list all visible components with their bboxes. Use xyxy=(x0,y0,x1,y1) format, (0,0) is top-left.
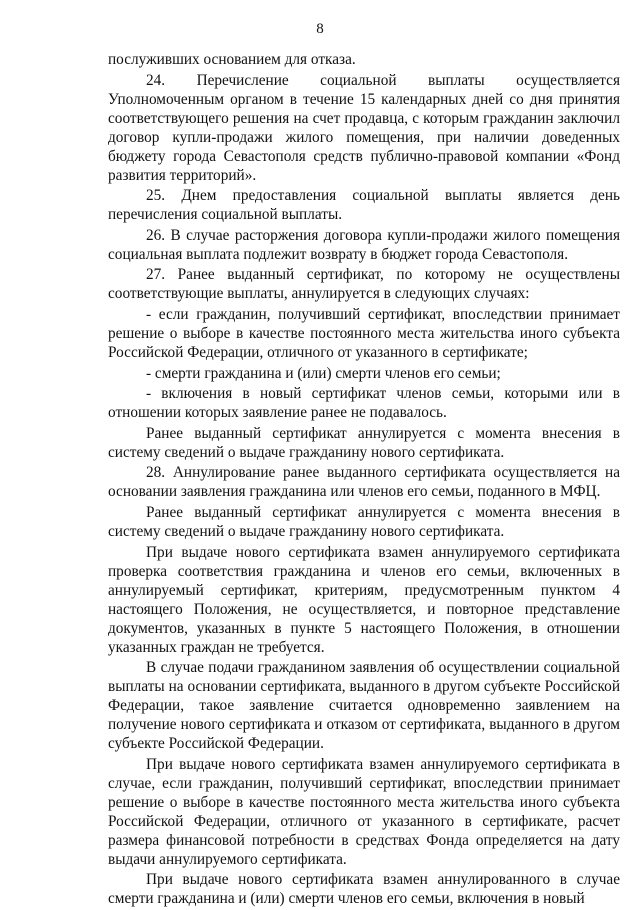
paragraph: 24. Перечисление социальной выплаты осуществляется Уполномоченным органом в течение 15 календарных дней со дня принятия соответствующего решения на счет продавца, с которым гражданин заключил договор купли-продажи жилого помещения, при наличии доведенных бюджету города Севастополя средств публично-правовой компании «Фонд развития территорий». xyxy=(108,71,620,184)
paragraph: В случае подачи гражданином заявления об осуществлении социальной выплаты на основании сертификата, выданного в другом субъекте Российской Федерации, такое заявление считается одновременно заявлением на получение нового сертификата и отказом от сертификата, выданного в другом субъекте Российской Федерации. xyxy=(108,659,620,753)
list-item: - смерти гражданина и (или) смерти членов его семьи; xyxy=(146,364,501,382)
paragraph: Ранее выданный сертификат аннулируется с момента внесения в систему сведений о выдаче гражданину нового сертификата. xyxy=(108,503,620,540)
paragraph: 26. В случае расторжения договора купли-продажи жилого помещения социальная выплата подлежит возврату в бюджет города Севастополя. xyxy=(108,226,620,263)
paragraph: 25. Днем предоставления социальной выплаты является день перечисления социальной выплаты. xyxy=(108,187,620,224)
page-number: 8 xyxy=(316,21,324,37)
paragraph: Ранее выданный сертификат аннулируется с момента внесения в систему сведений о выдаче гражданину нового сертификата. xyxy=(108,424,620,461)
paragraph: 28. Аннулирование ранее выданного сертификата осуществляется на основании заявления гражданина или членов его семьи, поданного в МФЦ. xyxy=(108,464,620,501)
list-item: - если гражданин, получивший сертификат, впоследствии принимает решение о выборе в качестве постоянного места жительства иного субъекта Российской Федерации, отличного от указанного в сертификате; xyxy=(108,305,620,361)
list-item: - включения в новый сертификат членов семьи, которыми или в отношении которых заявление ранее не подавалось. xyxy=(108,385,620,422)
paragraph: послуживших основанием для отказа. xyxy=(108,51,356,68)
document-body xyxy=(108,50,620,910)
paragraph: При выдаче нового сертификата взамен аннулируемого сертификата проверка соответствия гражданина и членов его семьи, включенных в аннулируемый сертификат, критериям, предусмотренным пунктом 4 настоящего Положения, не осуществляется, и повторное представление документов, указанных в пункте 5 настоящего Положения, в отношении указанных граждан не требуется. xyxy=(108,543,620,656)
paragraph: При выдаче нового сертификата взамен аннулируемого сертификата в случае, если гражданин, получивший сертификат, впоследствии принимает решение о выборе в качестве постоянного места жительства иного субъекта Российской Федерации, отличного от указанного в сертификате, расчет размера финансовой потребности в средствах Фонда определяется на дату выдачи аннулируемого сертификата. xyxy=(108,755,620,868)
paragraph: При выдаче нового сертификата взамен аннулированного в случае смерти гражданина и (или) смерти членов его семьи, включения в новый xyxy=(108,871,620,908)
paragraph: 27. Ранее выданный сертификат, по которому не осуществлены соответствующие выплаты, аннулируется в следующих случаях: xyxy=(108,266,620,303)
